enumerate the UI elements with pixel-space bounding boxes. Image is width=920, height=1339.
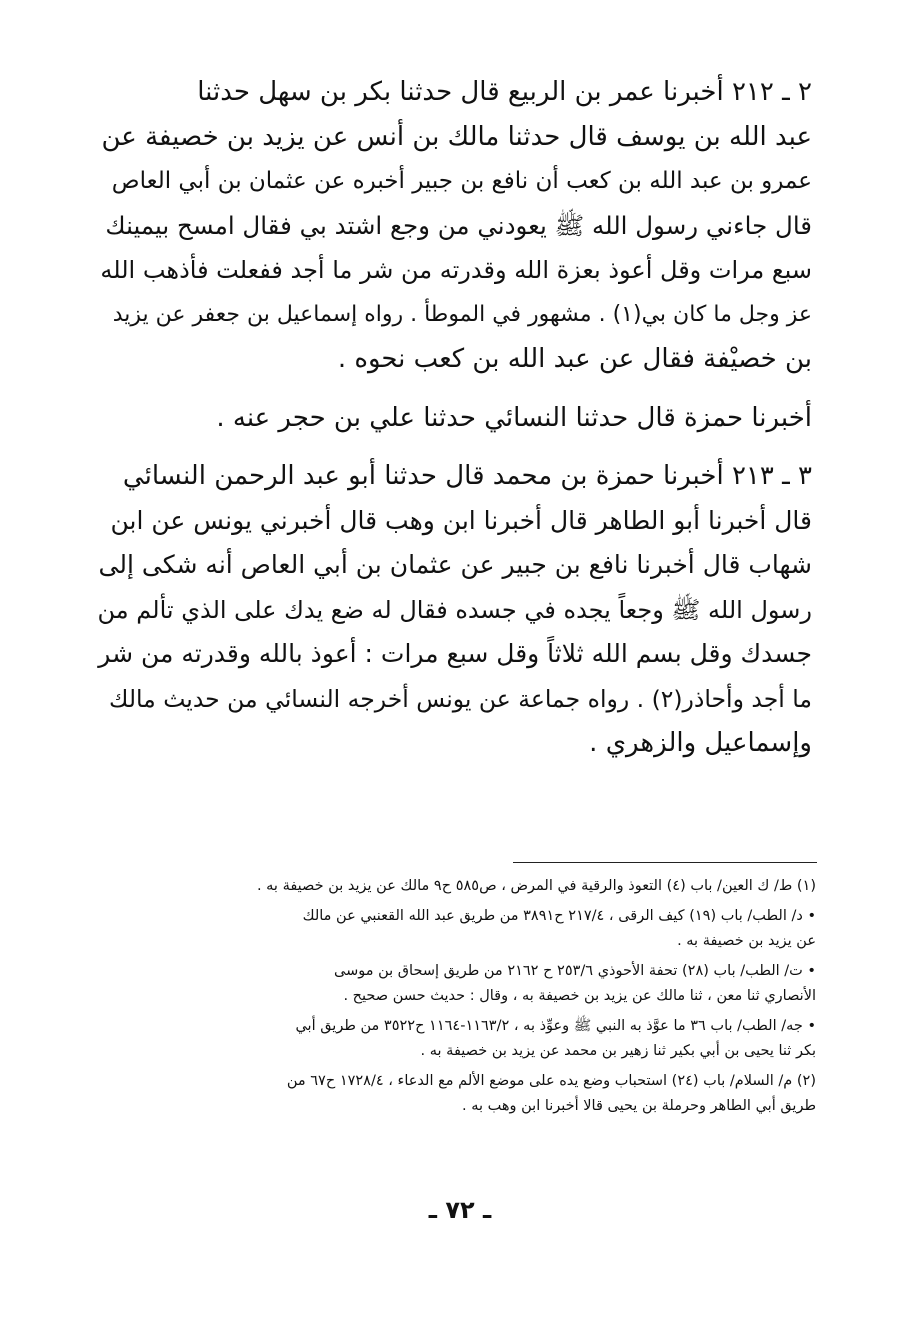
text-line: ٢ ـ ٢١٢ أخبرنا عمر بن الربيع قال حدثنا بكر بن سهل حدثنا: [197, 77, 812, 107]
footnote-line: • جه/ الطب/ باب ٣٦ ما عوَّذ به النبي ﷺ وعوِّذ به ، ١١٦٣/٢-١١٦٤ ح٣٥٢٢ من طريق أبي: [295, 1018, 816, 1034]
text-line: رسول الله ﷺ وجعاً يجده في جسده فقال له ضع يدك على الذي تألم من: [97, 595, 812, 624]
text-line: بن خصيْفة فقال عن عبد الله بن كعب نحوه .: [337, 344, 812, 374]
footnote-line: بكر ثنا يحيى بن أبي بكير ثنا زهير بن محمد عن يزيد بن خصيفة به .: [420, 1043, 816, 1059]
text-line: قال أخبرنا أبو الطاهر قال أخبرنا ابن وهب قال أخبرني يونس عن ابن: [110, 505, 812, 535]
footnotes: [98, 874, 816, 1119]
text-line: جسدك وقل بسم الله ثلاثاً وقل سبع مرات : أعوذ بالله وقدرته من شر: [98, 639, 812, 668]
paragraph-hadith-213: [98, 454, 812, 766]
main-text: [98, 70, 812, 766]
text-line: شهاب قال أخبرنا نافع بن جبير عن عثمان بن أبي العاص أنه شكى إلى: [98, 550, 812, 579]
page-number: ـ ٧٢ ـ: [428, 1196, 492, 1224]
paragraph-chain-note: [98, 396, 812, 441]
text-line: وإسماعيل والزهري .: [589, 728, 812, 758]
text-line: ٣ ـ ٢١٣ أخبرنا حمزة بن محمد قال حدثنا أبو عبد الرحمن النسائي: [122, 461, 812, 491]
text-line: عبد الله بن يوسف قال حدثنا مالك بن أنس عن يزيد بن خصيفة عن: [101, 121, 812, 152]
footnote-line: • د/ الطب/ باب (١٩) كيف الرقى ، ٢١٧/٤ ح٣٨٩١ من طريق عبد الله القعنبي عن مالك: [302, 908, 816, 924]
footnote: [98, 1069, 816, 1119]
footnote-line: عن يزيد بن خصيفة به .: [677, 933, 816, 949]
footnote-line: طريق أبي الطاهر وحرملة بن يحيى قالا أخبرنا ابن وهب به .: [461, 1098, 816, 1114]
text-line: ما أجد وأحاذر(٢) . رواه جماعة عن يونس أخرجه النسائي من حديث مالك: [109, 684, 812, 713]
paragraph-hadith-212: [98, 70, 812, 382]
footnote: [98, 1014, 816, 1064]
footnote: [98, 874, 816, 899]
footnote-divider: [513, 862, 817, 863]
footnote-line: (٢) م/ السلام/ باب (٢٤) استحباب وضع يده على موضع الألم مع الدعاء ، ١٧٢٨/٤ ح٦٧ من: [286, 1073, 816, 1089]
text-line: أخبرنا حمزة قال حدثنا النسائي حدثنا علي بن حجر عنه .: [216, 402, 812, 433]
text-line: عمرو بن عبد الله بن كعب أن نافع بن جبير أخبره عن عثمان بن أبي العاص: [111, 168, 812, 194]
footnote: [98, 959, 816, 1009]
footnote-line: الأنصاري ثنا معن ، ثنا مالك عن يزيد بن خصيفة به ، وقال : حديث حسن صحيح .: [343, 988, 816, 1004]
text-line: سبع مرات وقل أعوذ بعزة الله وقدرته من شر ما أجد ففعلت فأذهب الله: [100, 256, 812, 284]
footnote-line: (١) ط/ ك العين/ باب (٤) التعوذ والرقية في المرض ، ص٥٨٥ ح٩ مالك عن يزيد بن خصيفة به .: [256, 878, 816, 894]
text-line: قال جاءني رسول الله ﷺ يعودني من وجع اشتد بي فقال امسح بيمينك: [105, 210, 812, 240]
text-line: عز وجل ما كان بي(١) . مشهور في الموطأ . رواه إسماعيل بن جعفر عن يزيد: [112, 301, 812, 327]
footnote-line: • ت/ الطب/ باب (٢٨) تحفة الأحوذي ٢٥٣/٦ ح ٢١٦٢ من طريق إسحاق بن موسى: [334, 963, 816, 979]
footnote: [98, 904, 816, 954]
